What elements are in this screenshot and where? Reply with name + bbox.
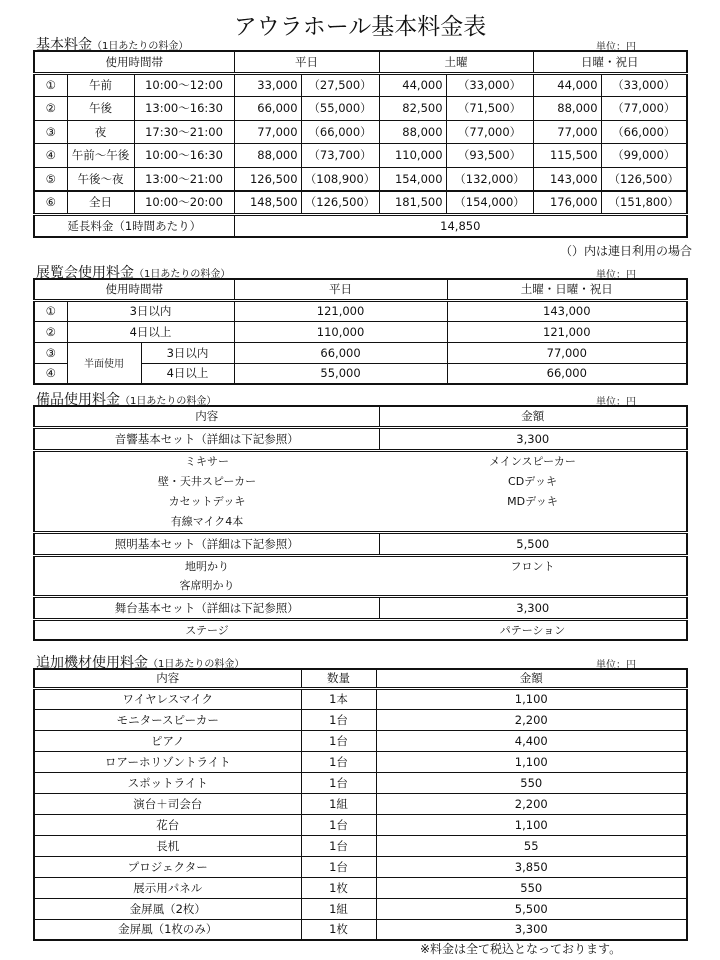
exhibit-unit: 単位：円 [596,270,636,281]
saturday-price: 82,500 [379,97,446,121]
header-time: 使用時間帯 [34,51,234,73]
extension-value: 14,850 [234,214,687,237]
set-name: 照明基本セット（詳細は下記参照） [34,532,379,555]
table-row [34,144,687,168]
table-row [34,512,687,533]
set-item: ステージ [34,619,379,640]
saturday-consecutive-price: （77,000） [446,120,533,144]
exhibit-heading-text: 展覧会使用料金 [36,265,134,281]
weekday-price: 88,000 [234,144,301,168]
item-name: モニタースピーカー [34,709,301,730]
set-item: 有線マイク4本 [34,512,379,533]
row-label: 3日以内 [67,300,234,321]
table-row [34,300,687,321]
weekday-price: 55,000 [234,363,447,384]
table-row [34,73,687,97]
period-label: 午前 [67,73,134,97]
item-name: 金屏風（1枚のみ） [34,919,301,940]
row-label: 4日以上 [141,363,234,384]
item-quantity: 1組 [301,793,376,814]
saturday-price: 181,500 [379,191,446,215]
set-price: 5,500 [379,532,687,555]
weekday-consecutive-price: （27,500） [301,73,379,97]
saturday-consecutive-price: （154,000） [446,191,533,215]
item-price: 3,850 [376,856,687,877]
item-price: 4,400 [376,730,687,751]
time-range: 10:00～20:00 [134,191,234,215]
period-label: 午後 [67,97,134,121]
row-number: ⑤ [34,167,67,191]
item-price: 2,200 [376,793,687,814]
saturday-price: 44,000 [379,73,446,97]
sunday-consecutive-price: （77,000） [601,97,687,121]
table-row [34,751,687,772]
row-number: ③ [34,342,67,363]
weekend-price: 143,000 [447,300,687,321]
item-quantity: 1枚 [301,877,376,898]
header-price: 金額 [379,406,687,427]
table-row [34,532,687,555]
row-number: ④ [34,363,67,384]
sunday-consecutive-price: （99,000） [601,144,687,168]
table-row [34,191,687,215]
weekday-price: 148,500 [234,191,301,215]
item-quantity: 1台 [301,751,376,772]
period-label: 午前～午後 [67,144,134,168]
set-name: 舞台基本セット（詳細は下記参照） [34,596,379,619]
item-name: スポットライト [34,772,301,793]
weekday-price: 66,000 [234,97,301,121]
table-row [34,898,687,919]
tax-note: ※料金は全て税込となっております。 [420,942,622,956]
weekday-consecutive-price: （126,500） [301,191,379,215]
time-range: 13:00～16:30 [134,97,234,121]
item-name: 金屏風（2枚） [34,898,301,919]
item-quantity: 1台 [301,835,376,856]
time-range: 17:30～21:00 [134,120,234,144]
table-row [34,342,687,363]
half-use-label: 半面使用 [67,342,141,384]
equipment-fee-table [33,405,688,641]
table-row [34,596,687,619]
saturday-consecutive-price: （93,500） [446,144,533,168]
table-row [34,856,687,877]
item-price: 55 [376,835,687,856]
period-label: 夜 [67,120,134,144]
row-number: ③ [34,120,67,144]
weekday-price: 126,500 [234,167,301,191]
saturday-price: 154,000 [379,167,446,191]
table-row [34,450,687,471]
sunday-consecutive-price: （66,000） [601,120,687,144]
table-row [34,97,687,121]
basic-unit: 単位：円 [596,42,636,53]
equip-subheading: （1日あたりの料金） [120,396,217,407]
sunday-consecutive-price: （33,000） [601,73,687,97]
weekend-price: 66,000 [447,363,687,384]
extra-equipment-table [33,668,688,941]
item-price: 1,100 [376,814,687,835]
set-item: 地明かり [34,555,379,576]
row-label: 4日以上 [67,321,234,342]
exhibit-subheading: （1日あたりの料金） [134,269,231,280]
extra-heading-text: 追加機材使用料金 [36,655,148,671]
equip-unit: 単位：円 [596,397,636,408]
header-weekday: 平日 [234,51,379,73]
table-row [34,167,687,191]
set-item: ミキサー [34,450,379,471]
set-item [379,512,687,533]
item-price: 5,500 [376,898,687,919]
sunday-price: 176,000 [533,191,601,215]
set-item [379,576,687,597]
set-price: 3,300 [379,427,687,450]
item-quantity: 1枚 [301,919,376,940]
table-row [34,576,687,597]
page-title: アウラホール基本料金表 [233,14,487,40]
sunday-consecutive-price: （126,500） [601,167,687,191]
table-row [34,709,687,730]
header-sunday: 日曜・祝日 [533,51,687,73]
saturday-consecutive-price: （71,500） [446,97,533,121]
weekday-price: 121,000 [234,300,447,321]
table-row [34,688,687,709]
item-name: プロジェクター [34,856,301,877]
extra-unit: 単位：円 [596,660,636,671]
weekday-consecutive-price: （73,700） [301,144,379,168]
set-item: MDデッキ [507,495,558,509]
basic-fee-table [33,50,688,238]
weekday-price: 66,000 [234,342,447,363]
item-quantity: 1台 [301,730,376,751]
saturday-price: 88,000 [379,120,446,144]
sunday-price: 115,500 [533,144,601,168]
sunday-consecutive-price: （151,800） [601,191,687,215]
set-name: 音響基本セット（詳細は下記参照） [34,427,379,450]
period-label: 全日 [67,191,134,215]
item-name: 長机 [34,835,301,856]
table-row [34,427,687,450]
item-price: 550 [376,772,687,793]
time-range: 13:00～21:00 [134,167,234,191]
row-label: 3日以内 [141,342,234,363]
weekend-price: 77,000 [447,342,687,363]
header-weekend: 土曜・日曜・祝日 [447,279,687,300]
item-quantity: 1台 [301,814,376,835]
consecutive-note: （）内は連日利用の場合 [560,244,693,258]
weekday-consecutive-price: （55,000） [301,97,379,121]
set-item: 壁・天井スピーカー [157,474,257,488]
extension-label: 延長料金（1時間あたり） [34,214,234,237]
table-row [34,491,687,512]
header-content: 内容 [34,406,379,427]
equip-heading-text: 備品使用料金 [36,392,120,408]
weekday-price: 33,000 [234,73,301,97]
header-weekday: 平日 [234,279,447,300]
table-row [34,730,687,751]
set-price: 3,300 [379,596,687,619]
item-name: 花台 [34,814,301,835]
period-label: 午後～夜 [67,167,134,191]
row-number: ① [34,73,67,97]
item-price: 2,200 [376,709,687,730]
table-row [34,619,687,640]
header-time: 使用時間帯 [34,279,234,300]
item-quantity: 1組 [301,898,376,919]
set-item: メインスピーカー [379,450,687,471]
time-range: 10:00～16:30 [134,144,234,168]
weekday-consecutive-price: （108,900） [301,167,379,191]
saturday-price: 110,000 [379,144,446,168]
item-name: ロアーホリゾントライト [34,751,301,772]
item-name: ピアノ [34,730,301,751]
row-number: ⑥ [34,191,67,215]
basic-subheading: （1日あたりの料金） [92,41,189,52]
set-item: パテーション [379,619,687,640]
item-quantity: 1本 [301,688,376,709]
item-name: 演台＋司会台 [34,793,301,814]
header-saturday: 土曜 [379,51,533,73]
set-item: 客席明かり [34,576,379,597]
table-row [34,321,687,342]
extra-subheading: （1日あたりの料金） [148,659,245,670]
item-price: 1,100 [376,688,687,709]
header-quantity: 数量 [301,669,376,688]
table-row [34,814,687,835]
item-quantity: 1台 [301,709,376,730]
sunday-price: 88,000 [533,97,601,121]
set-item: カセットデッキ [168,495,246,509]
weekend-price: 121,000 [447,321,687,342]
item-price: 3,300 [376,919,687,940]
item-quantity: 1台 [301,856,376,877]
header-price: 金額 [376,669,687,688]
time-range: 10:00～12:00 [134,73,234,97]
weekday-price: 77,000 [234,120,301,144]
table-row [34,471,687,492]
set-item: フロント [379,555,687,576]
table-row [34,835,687,856]
item-price: 1,100 [376,751,687,772]
table-row [34,793,687,814]
item-quantity: 1台 [301,772,376,793]
table-row [34,772,687,793]
row-number: ① [34,300,67,321]
header-content: 内容 [34,669,301,688]
table-row [34,877,687,898]
row-number: ② [34,321,67,342]
saturday-consecutive-price: （33,000） [446,73,533,97]
sunday-price: 143,000 [533,167,601,191]
basic-heading-text: 基本料金 [36,37,92,53]
sunday-price: 44,000 [533,73,601,97]
table-row [34,919,687,940]
saturday-consecutive-price: （132,000） [446,167,533,191]
sunday-price: 77,000 [533,120,601,144]
exhibit-fee-table [33,278,688,385]
set-item: CDデッキ [508,474,557,488]
weekday-price: 110,000 [234,321,447,342]
table-row [34,120,687,144]
item-price: 550 [376,877,687,898]
row-number: ② [34,97,67,121]
weekday-consecutive-price: （66,000） [301,120,379,144]
row-number: ④ [34,144,67,168]
item-name: ワイヤレスマイク [34,688,301,709]
table-row [34,555,687,576]
item-name: 展示用パネル [34,877,301,898]
